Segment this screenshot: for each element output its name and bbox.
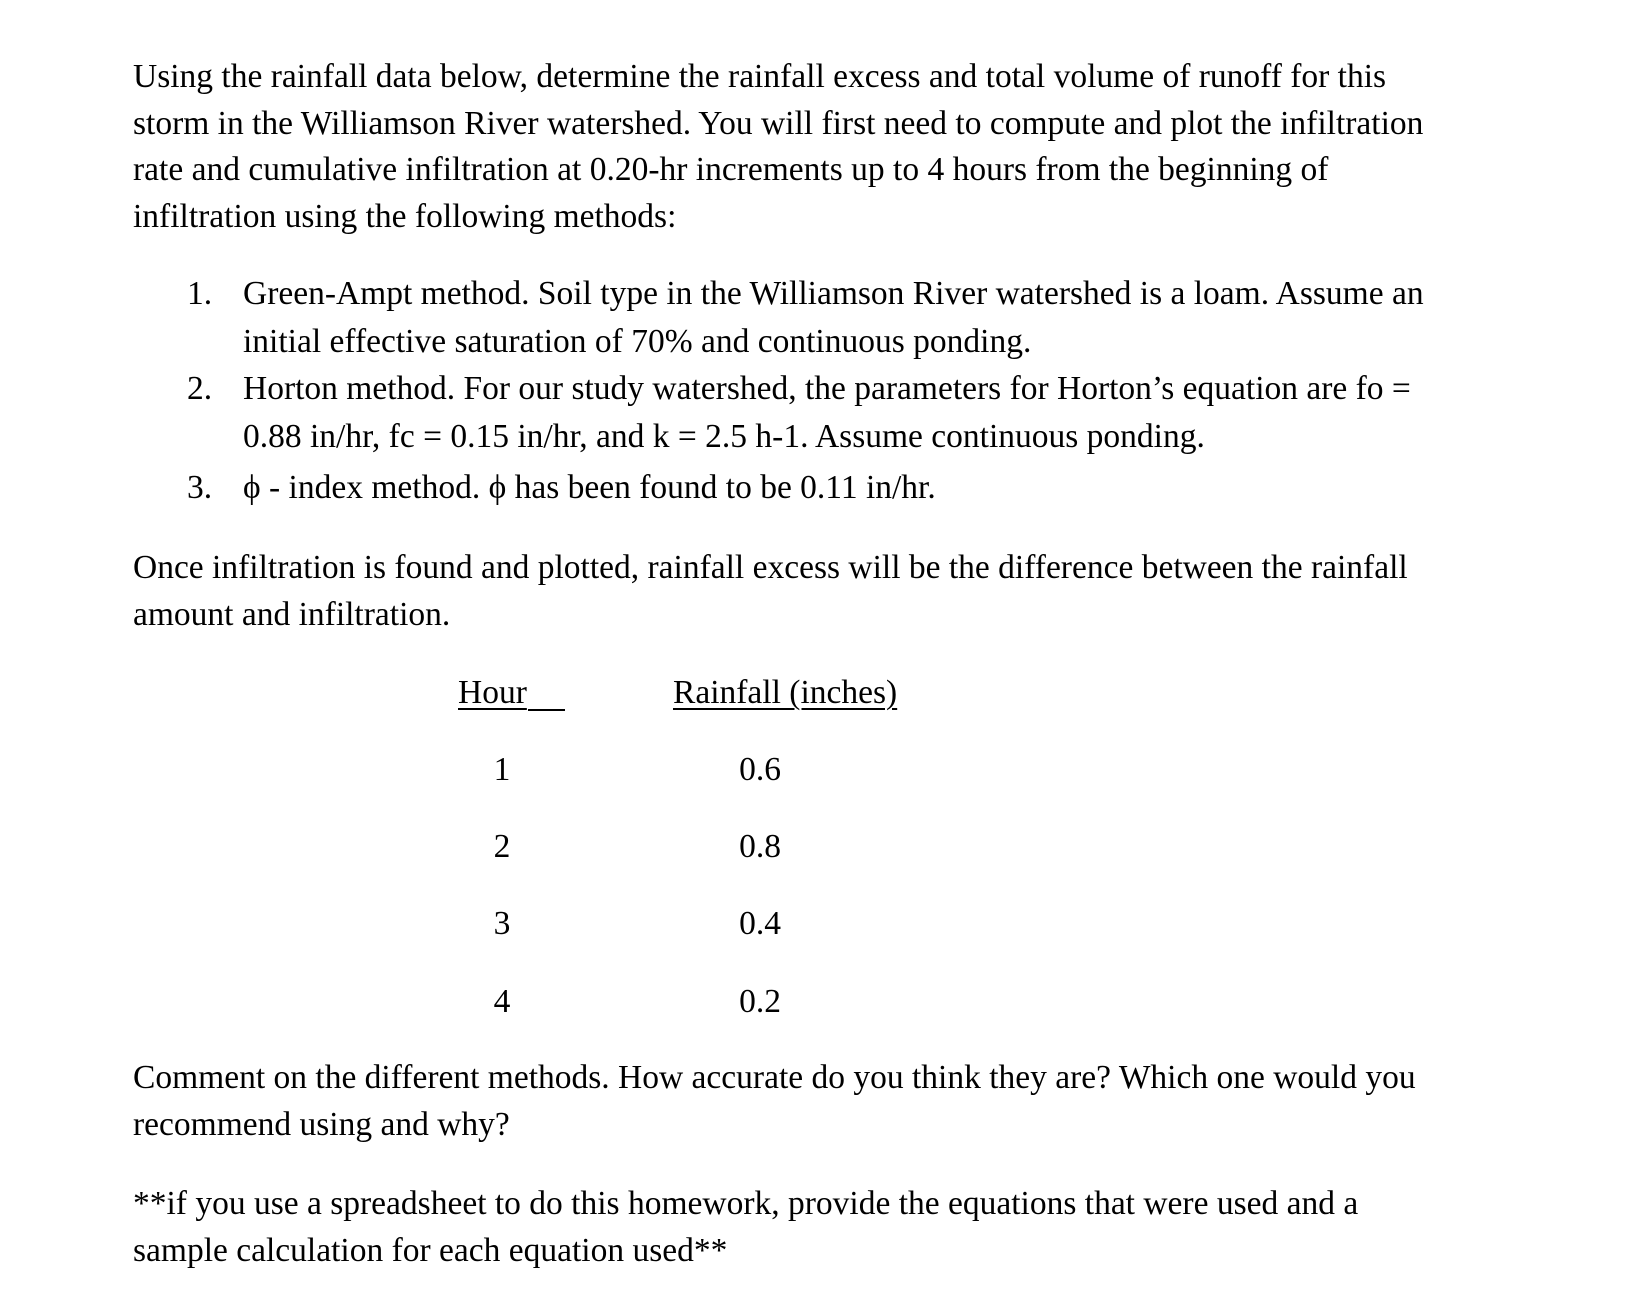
intro-line: Using the rainfall data below, determine the rainfall excess and total volume of runoff for this bbox=[133, 58, 1387, 95]
list-number: 2. bbox=[187, 370, 213, 407]
header-underline bbox=[528, 709, 565, 711]
table-cell-hour: 1 bbox=[493, 751, 511, 788]
note-line: sample calculation for each equation used** bbox=[133, 1231, 728, 1269]
column-header-rainfall: Rainfall (inches) bbox=[673, 674, 898, 711]
list-number: 3. bbox=[187, 469, 213, 506]
intro-line: rate and cumulative infiltration at 0.20-hr increments up to 4 hours from the beginning of bbox=[133, 151, 1329, 188]
table-cell-hour: 3 bbox=[493, 905, 511, 942]
table-cell-rainfall: 0.2 bbox=[739, 983, 781, 1020]
list-number: 1. bbox=[187, 275, 213, 312]
table-cell-rainfall: 0.8 bbox=[739, 828, 781, 865]
methods-list bbox=[133, 270, 1533, 511]
column-header-hour: Hour bbox=[458, 674, 527, 711]
intro-line: storm in the Williamson River watershed. You will first need to compute and plot the infiltration bbox=[133, 104, 1424, 142]
excess-line: Once infiltration is found and plotted, rainfall excess will be the difference between the rainfall bbox=[133, 549, 1408, 586]
method-line: Green-Ampt method. Soil type in the Williamson River watershed is a loam. Assume an bbox=[243, 275, 1424, 312]
method-phi-index bbox=[133, 464, 1533, 511]
table-cell-hour: 4 bbox=[493, 983, 511, 1020]
note-line: **if you use a spreadsheet to do this homework, provide the equations that were used and a bbox=[133, 1185, 1359, 1222]
comment-line: Comment on the different methods. How accurate do you think they are? Which one would you bbox=[133, 1059, 1416, 1096]
intro-paragraph bbox=[133, 54, 1533, 240]
excess-paragraph bbox=[133, 545, 1533, 638]
method-green-ampt bbox=[133, 270, 1533, 365]
method-line: ϕ - index method. ϕ has been found to be 0.11 in/hr. bbox=[243, 469, 936, 506]
table-cell-hour: 2 bbox=[493, 828, 511, 865]
method-line: initial effective saturation of 70% and continuous ponding. bbox=[243, 322, 1032, 360]
table-cell-rainfall: 0.6 bbox=[739, 751, 781, 788]
comment-paragraph bbox=[133, 1055, 1533, 1148]
spreadsheet-note bbox=[133, 1181, 1533, 1274]
comment-line: recommend using and why? bbox=[133, 1105, 510, 1143]
method-line: 0.88 in/hr, fc = 0.15 in/hr, and k = 2.5 h-1. Assume continuous ponding. bbox=[243, 417, 1205, 455]
table-cell-rainfall: 0.4 bbox=[739, 905, 781, 942]
excess-line: amount and infiltration. bbox=[133, 595, 451, 633]
intro-line: infiltration using the following methods: bbox=[133, 197, 677, 235]
method-line: Horton method. For our study watershed, the parameters for Horton’s equation are fo = bbox=[243, 370, 1411, 407]
method-horton bbox=[133, 365, 1533, 460]
